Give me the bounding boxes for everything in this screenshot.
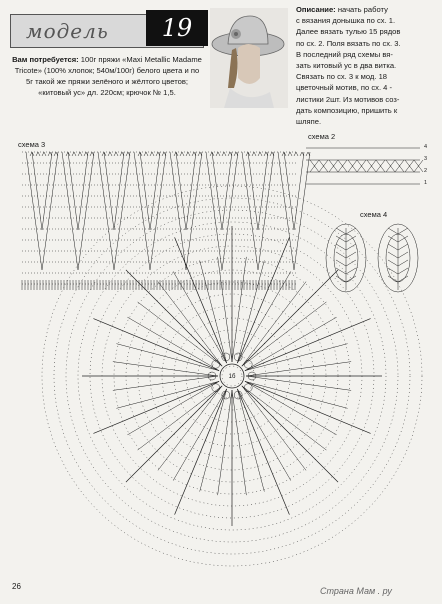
schema2-diagram: [306, 148, 423, 184]
schema2-row-4: 4: [424, 144, 428, 150]
description-line-7: цветочный мотив, по сх. 4 -: [296, 83, 393, 93]
schema3-label: схема 3: [18, 140, 46, 149]
schema2-row-2: 2: [424, 168, 428, 174]
page-number: 26: [12, 582, 21, 591]
schema4-diagram: [326, 224, 418, 292]
watermark: Страна Мам . ру: [320, 586, 392, 596]
description-line-2: Далее вязать тулью 15 рядов: [296, 27, 401, 37]
description-line-5: зать китовый ус в два витка.: [296, 61, 397, 71]
schema2-row-1: 1: [424, 180, 428, 186]
schema4-label: схема 4: [360, 210, 388, 219]
model-label: модель: [26, 19, 109, 43]
schema3-diagram: [22, 152, 310, 290]
description-line-10: шляпе.: [296, 117, 322, 127]
center-label: 1б: [228, 374, 236, 380]
description-line-0: начать работу: [337, 5, 388, 14]
description-line-3: по сх. 2. Поля вязать по сх. 3.: [296, 38, 401, 48]
materials-body: 100г пряжи «Maxi Metallic Madame Tricote» (100% хлопок; 540м/100г) белого цвета и по 5г такой же пряжи зелёного и жёлтого цветов; «китовый ус» дл. 220см; крючок № 1,5.: [14, 55, 202, 97]
description-line-6: Связать по сх. 3 к мод. 18: [296, 72, 388, 82]
description-lead: Описание:: [296, 5, 336, 14]
schema2-label: схема 2: [308, 132, 336, 141]
description-line-9: дать композицию, пришить к: [296, 105, 398, 115]
model-number: 19: [161, 14, 193, 42]
schema2-row-3: 3: [424, 156, 428, 162]
description-line-4: В последний ряд схемы вя-: [296, 49, 393, 59]
description-line-8: листики 2шт. Из мотивов соз-: [296, 94, 400, 104]
description-line-1: с вязания донышка по сх. 1.: [296, 16, 396, 26]
materials-lead: Вам потребуется:: [12, 55, 79, 64]
